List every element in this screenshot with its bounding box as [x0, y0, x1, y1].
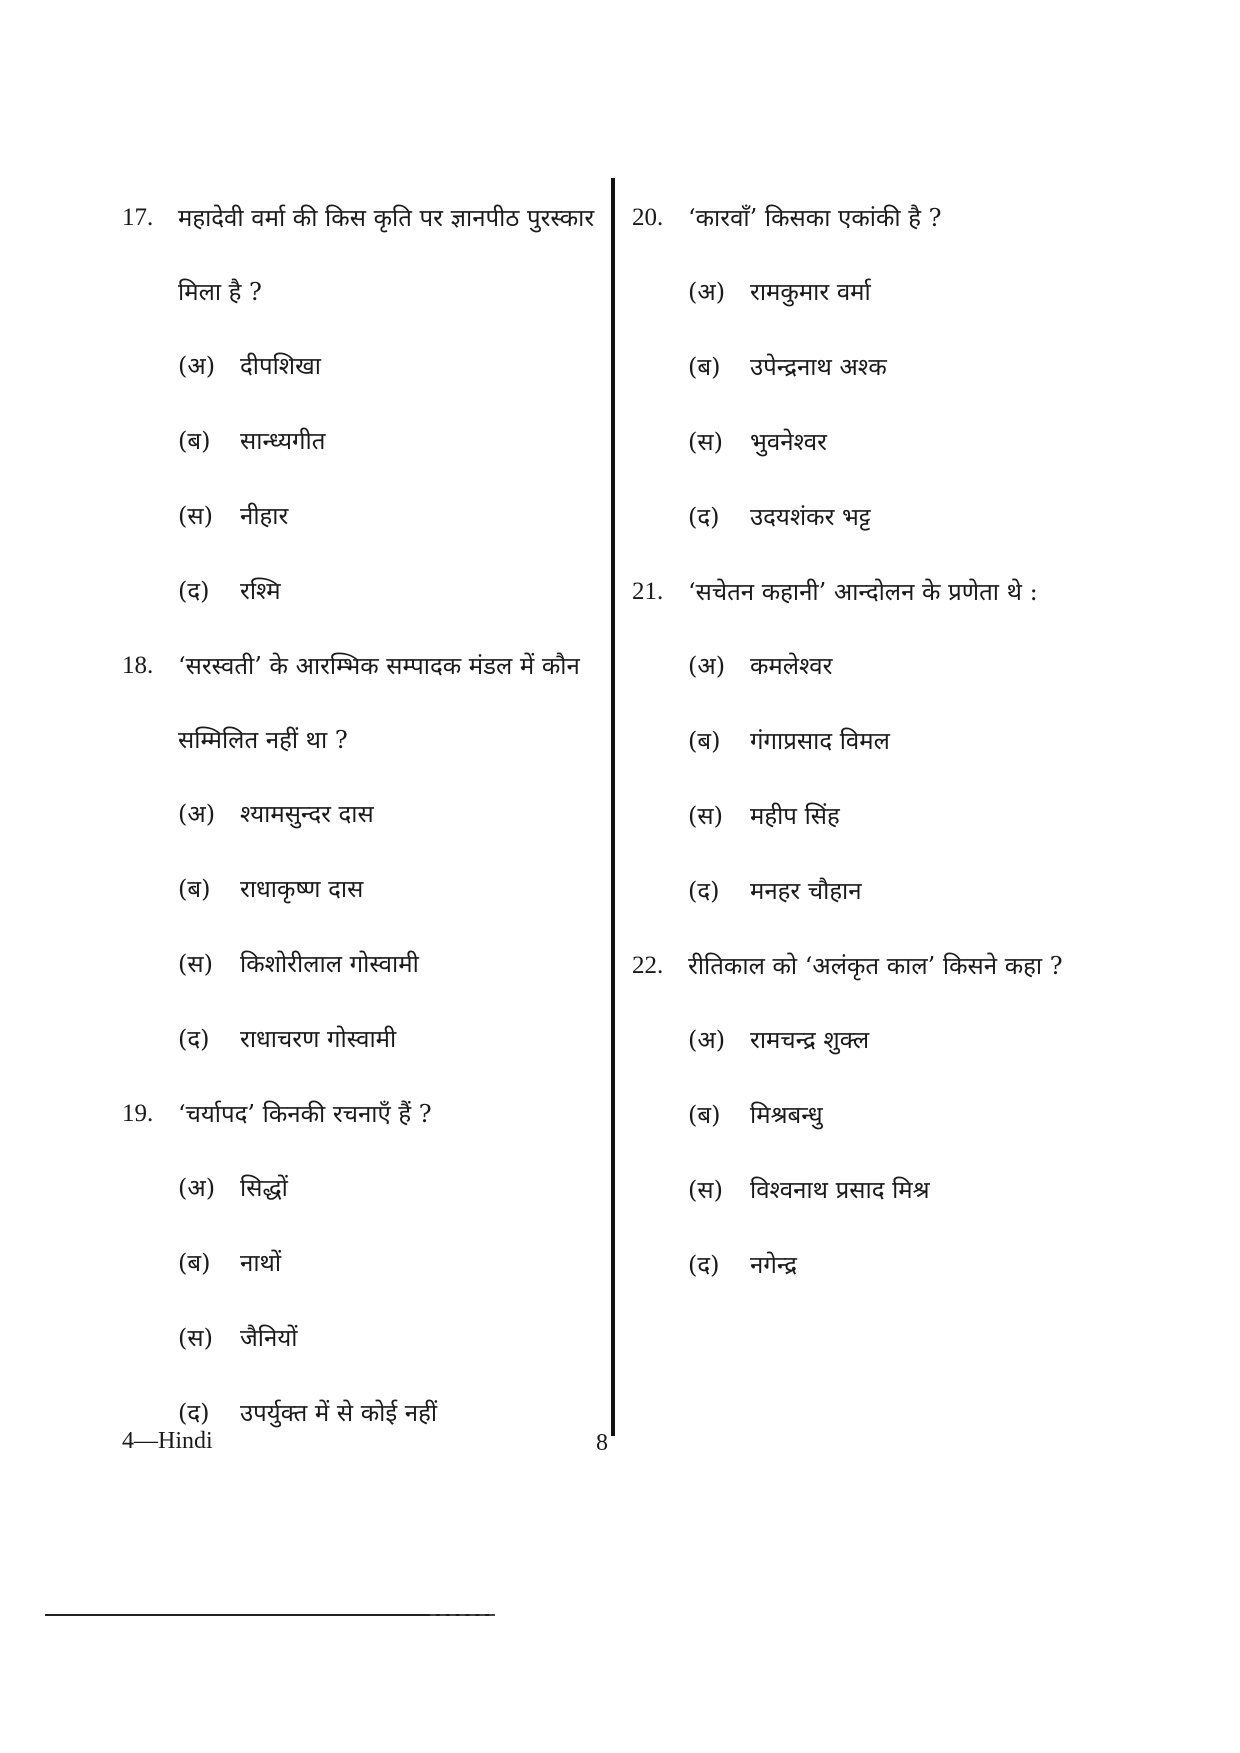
option-label: (स) [178, 502, 213, 530]
question-text: रीतिकाल को ‘अलंकृत काल’ किसने कहा ? [688, 952, 1063, 980]
paper-code: 4—Hindi [122, 1428, 213, 1454]
option-d [632, 1245, 1132, 1320]
option-c [632, 1170, 1132, 1245]
option-text: नाथों [240, 1249, 282, 1277]
option-text: मनहर चौहान [750, 877, 862, 905]
option-c [122, 496, 602, 571]
option-label: (ब) [688, 353, 721, 381]
option-a [122, 1168, 602, 1243]
question-number: 18. [122, 652, 154, 679]
left-column [122, 198, 602, 1468]
question-text: ‘सरस्वती’ के आरम्भिक सम्पादक मंडल में कौन [178, 652, 580, 680]
option-b [122, 869, 602, 944]
option-text: सिद्धों [240, 1174, 288, 1202]
option-text: नीहार [240, 502, 289, 530]
option-c [632, 796, 1132, 871]
option-d [632, 871, 1132, 946]
question-line [122, 198, 602, 272]
option-label: (द) [178, 1025, 210, 1053]
option-text: रामकुमार वर्मा [750, 278, 871, 306]
question-22 [632, 946, 1132, 1320]
option-label: (स) [688, 1176, 723, 1204]
option-label: (द) [178, 577, 210, 605]
option-text: भुवनेश्वर [750, 428, 827, 456]
question-text: ‘सचेतन कहानी’ आन्दोलन के प्रणेता थे : [688, 578, 1038, 606]
option-label: (अ) [688, 278, 726, 306]
question-line [122, 1094, 602, 1168]
question-line [122, 646, 602, 720]
option-text: नगेन्द्र [750, 1251, 797, 1279]
option-label: (अ) [178, 352, 216, 380]
option-label: (अ) [688, 1026, 726, 1054]
question-text: मिला है ? [178, 278, 262, 306]
question-text: महादेवी वर्मा की किस कृति पर ज्ञानपीठ पुरस्कार [178, 204, 595, 232]
option-text: किशोरीलाल गोस्वामी [240, 950, 419, 978]
option-text: गंगाप्रसाद विमल [750, 727, 890, 755]
question-number: 20. [632, 204, 664, 231]
option-label: (अ) [178, 1174, 216, 1202]
option-b [122, 1243, 602, 1318]
option-text: उदयशंकर भट्ट [750, 503, 871, 531]
option-label: (स) [688, 802, 723, 830]
option-label: (ब) [688, 727, 721, 755]
option-c [122, 1318, 602, 1393]
option-text: श्यामसुन्दर दास [240, 800, 374, 828]
column-divider [611, 178, 615, 1436]
option-c [122, 944, 602, 1019]
option-label: (द) [688, 1251, 720, 1279]
question-line [632, 198, 1132, 272]
bottom-rule [45, 1614, 495, 1616]
option-label: (द) [688, 503, 720, 531]
question-number: 19. [122, 1100, 154, 1127]
option-text: रश्मि [240, 577, 281, 605]
option-label: (अ) [688, 652, 726, 680]
option-label: (ब) [688, 1101, 721, 1129]
question-number: 17. [122, 204, 154, 231]
option-a [122, 794, 602, 869]
option-text: रामचन्द्र शुक्ल [750, 1026, 870, 1054]
option-a [632, 272, 1132, 347]
page-number: 8 [596, 1430, 608, 1456]
option-text: जैनियों [240, 1324, 298, 1352]
question-21 [632, 572, 1132, 946]
option-text: राधाकृष्ण दास [240, 875, 364, 903]
right-column [632, 198, 1132, 1320]
question-number: 21. [632, 578, 664, 605]
question-text: ‘चर्यापद’ किनकी रचनाएँ हैं ? [178, 1100, 432, 1128]
option-d [632, 497, 1132, 572]
option-text: सान्ध्यगीत [240, 427, 326, 455]
option-text: उपेन्द्रनाथ अश्क [750, 353, 887, 381]
option-label: (स) [688, 428, 723, 456]
option-d [122, 1019, 602, 1094]
option-text: दीपशिखा [240, 352, 321, 380]
option-a [122, 346, 602, 421]
option-text: राधाचरण गोस्वामी [240, 1025, 397, 1053]
option-text: मिश्रबन्धु [750, 1101, 823, 1129]
question-text: सम्मिलित नहीं था ? [178, 726, 348, 754]
option-c [632, 422, 1132, 497]
option-b [632, 1095, 1132, 1170]
option-a [632, 1020, 1132, 1095]
option-label: (ब) [178, 1249, 211, 1277]
option-d [122, 571, 602, 646]
question-line [122, 272, 602, 346]
question-line [122, 720, 602, 794]
option-text: उपर्युक्त में से कोई नहीं [240, 1399, 438, 1427]
question-19 [122, 1094, 602, 1468]
question-number: 22. [632, 952, 664, 979]
question-20 [632, 198, 1132, 572]
question-18 [122, 646, 602, 1094]
question-line [632, 572, 1132, 646]
option-label: (स) [178, 950, 213, 978]
option-a [632, 646, 1132, 721]
option-b [632, 347, 1132, 422]
bottom-rule-dashes [430, 1614, 495, 1616]
option-text: विश्वनाथ प्रसाद मिश्र [750, 1176, 930, 1204]
option-text: कमलेश्वर [750, 652, 833, 680]
option-label: (द) [688, 877, 720, 905]
option-label: (ब) [178, 427, 211, 455]
question-text: ‘कारवाँ’ किसका एकांकी है ? [688, 204, 942, 232]
option-text: महीप सिंह [750, 802, 840, 830]
question-17 [122, 198, 602, 646]
option-label: (द) [178, 1399, 210, 1427]
option-label: (ब) [178, 875, 211, 903]
question-line [632, 946, 1132, 1020]
option-b [122, 421, 602, 496]
option-label: (स) [178, 1324, 213, 1352]
option-label: (अ) [178, 800, 216, 828]
option-b [632, 721, 1132, 796]
